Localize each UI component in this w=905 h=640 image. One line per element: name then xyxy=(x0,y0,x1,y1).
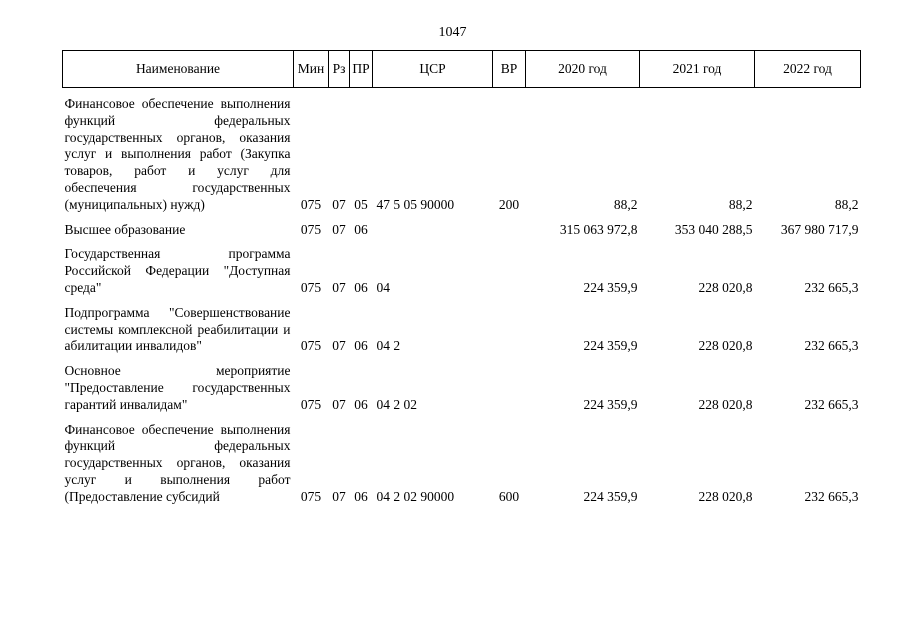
header-rz: Рз xyxy=(329,51,350,88)
row-name: Подпрограмма "Совершенствование системы комплексной реабилитации и абилитации инвалидов" xyxy=(64,304,291,354)
row-name: Высшее образование xyxy=(64,221,186,237)
row-2021: 228 020,8 xyxy=(698,488,753,504)
row-2020: 315 063 972,8 xyxy=(559,221,638,237)
row-min: 075 xyxy=(300,488,322,504)
table-row xyxy=(63,214,861,239)
row-csr: 04 2 xyxy=(376,338,401,354)
table-row xyxy=(63,414,861,506)
row-2022: 367 980 717,9 xyxy=(780,221,859,237)
row-rz: 07 xyxy=(332,279,346,295)
table-row xyxy=(63,355,861,413)
row-2021: 353 040 288,5 xyxy=(674,221,753,237)
row-2020: 224 359,9 xyxy=(583,279,638,295)
row-2020: 224 359,9 xyxy=(583,396,638,412)
row-name: Основное мероприятие "Предоставление государственных гарантий инвалидам" xyxy=(64,363,291,412)
row-pr: 06 xyxy=(354,488,368,504)
row-vr: 200 xyxy=(498,196,520,212)
header-2020: 2020 год xyxy=(526,51,640,88)
row-vr: 600 xyxy=(498,488,520,504)
row-vr xyxy=(493,297,526,355)
header-pr: ПР xyxy=(350,51,373,88)
header-2021: 2021 год xyxy=(640,51,755,88)
row-name: Финансовое обеспечение выполнения функций федеральных государственных органов, оказания услуг и выполнения работ (Предоставление субсидий xyxy=(64,421,291,504)
row-rz: 07 xyxy=(332,488,346,504)
row-rz: 07 xyxy=(332,396,346,412)
row-2020: 224 359,9 xyxy=(583,488,638,504)
row-2021: 88,2 xyxy=(728,196,753,212)
row-vr xyxy=(493,355,526,413)
row-csr: 04 2 02 xyxy=(376,396,417,412)
row-2021: 228 020,8 xyxy=(698,396,753,412)
row-2022: 232 665,3 xyxy=(804,488,859,504)
row-2020: 224 359,9 xyxy=(583,338,638,354)
row-min: 075 xyxy=(300,196,322,212)
header-min: Мин xyxy=(294,51,329,88)
table-row xyxy=(63,297,861,355)
row-2022: 232 665,3 xyxy=(804,279,859,295)
row-min: 075 xyxy=(300,338,322,354)
row-pr: 06 xyxy=(354,221,368,237)
table-row xyxy=(63,88,861,214)
row-name: Государственная программа Российской Федерации "Доступная среда" xyxy=(64,246,291,295)
row-pr: 05 xyxy=(354,196,368,212)
row-vr xyxy=(493,214,526,239)
row-2022: 88,2 xyxy=(834,196,859,212)
row-2022: 232 665,3 xyxy=(804,338,859,354)
row-rz: 07 xyxy=(332,196,346,212)
page-number: 1047 xyxy=(438,25,467,40)
table-header xyxy=(63,51,861,88)
header-2022: 2022 год xyxy=(755,51,861,88)
row-2021: 228 020,8 xyxy=(698,279,753,295)
row-vr xyxy=(493,238,526,296)
row-rz: 07 xyxy=(332,221,346,237)
row-2022: 232 665,3 xyxy=(804,396,859,412)
row-csr: 47 5 05 90000 xyxy=(376,196,455,212)
row-csr: 04 2 02 90000 xyxy=(376,488,455,504)
budget-table xyxy=(62,50,861,506)
row-min: 075 xyxy=(300,221,322,237)
row-pr: 06 xyxy=(354,279,368,295)
row-pr: 06 xyxy=(354,338,368,354)
table-body xyxy=(63,88,861,506)
row-csr xyxy=(373,214,493,239)
row-2020: 88,2 xyxy=(613,196,638,212)
row-min: 075 xyxy=(300,396,322,412)
row-csr: 04 xyxy=(376,279,390,295)
header-name: Наименование xyxy=(63,51,294,88)
row-2021: 228 020,8 xyxy=(698,338,753,354)
header-csr: ЦСР xyxy=(373,51,493,88)
row-rz: 07 xyxy=(332,338,346,354)
row-name: Финансовое обеспечение выполнения функций федеральных государственных органов, оказания услуг и выполнения работ (Закупка товаров, работ и услуг для обеспечения государственных (муниципальных) нужд) xyxy=(64,96,291,212)
row-min: 075 xyxy=(300,279,322,295)
table-row xyxy=(63,238,861,296)
header-vr: ВР xyxy=(493,51,526,88)
row-pr: 06 xyxy=(354,396,368,412)
